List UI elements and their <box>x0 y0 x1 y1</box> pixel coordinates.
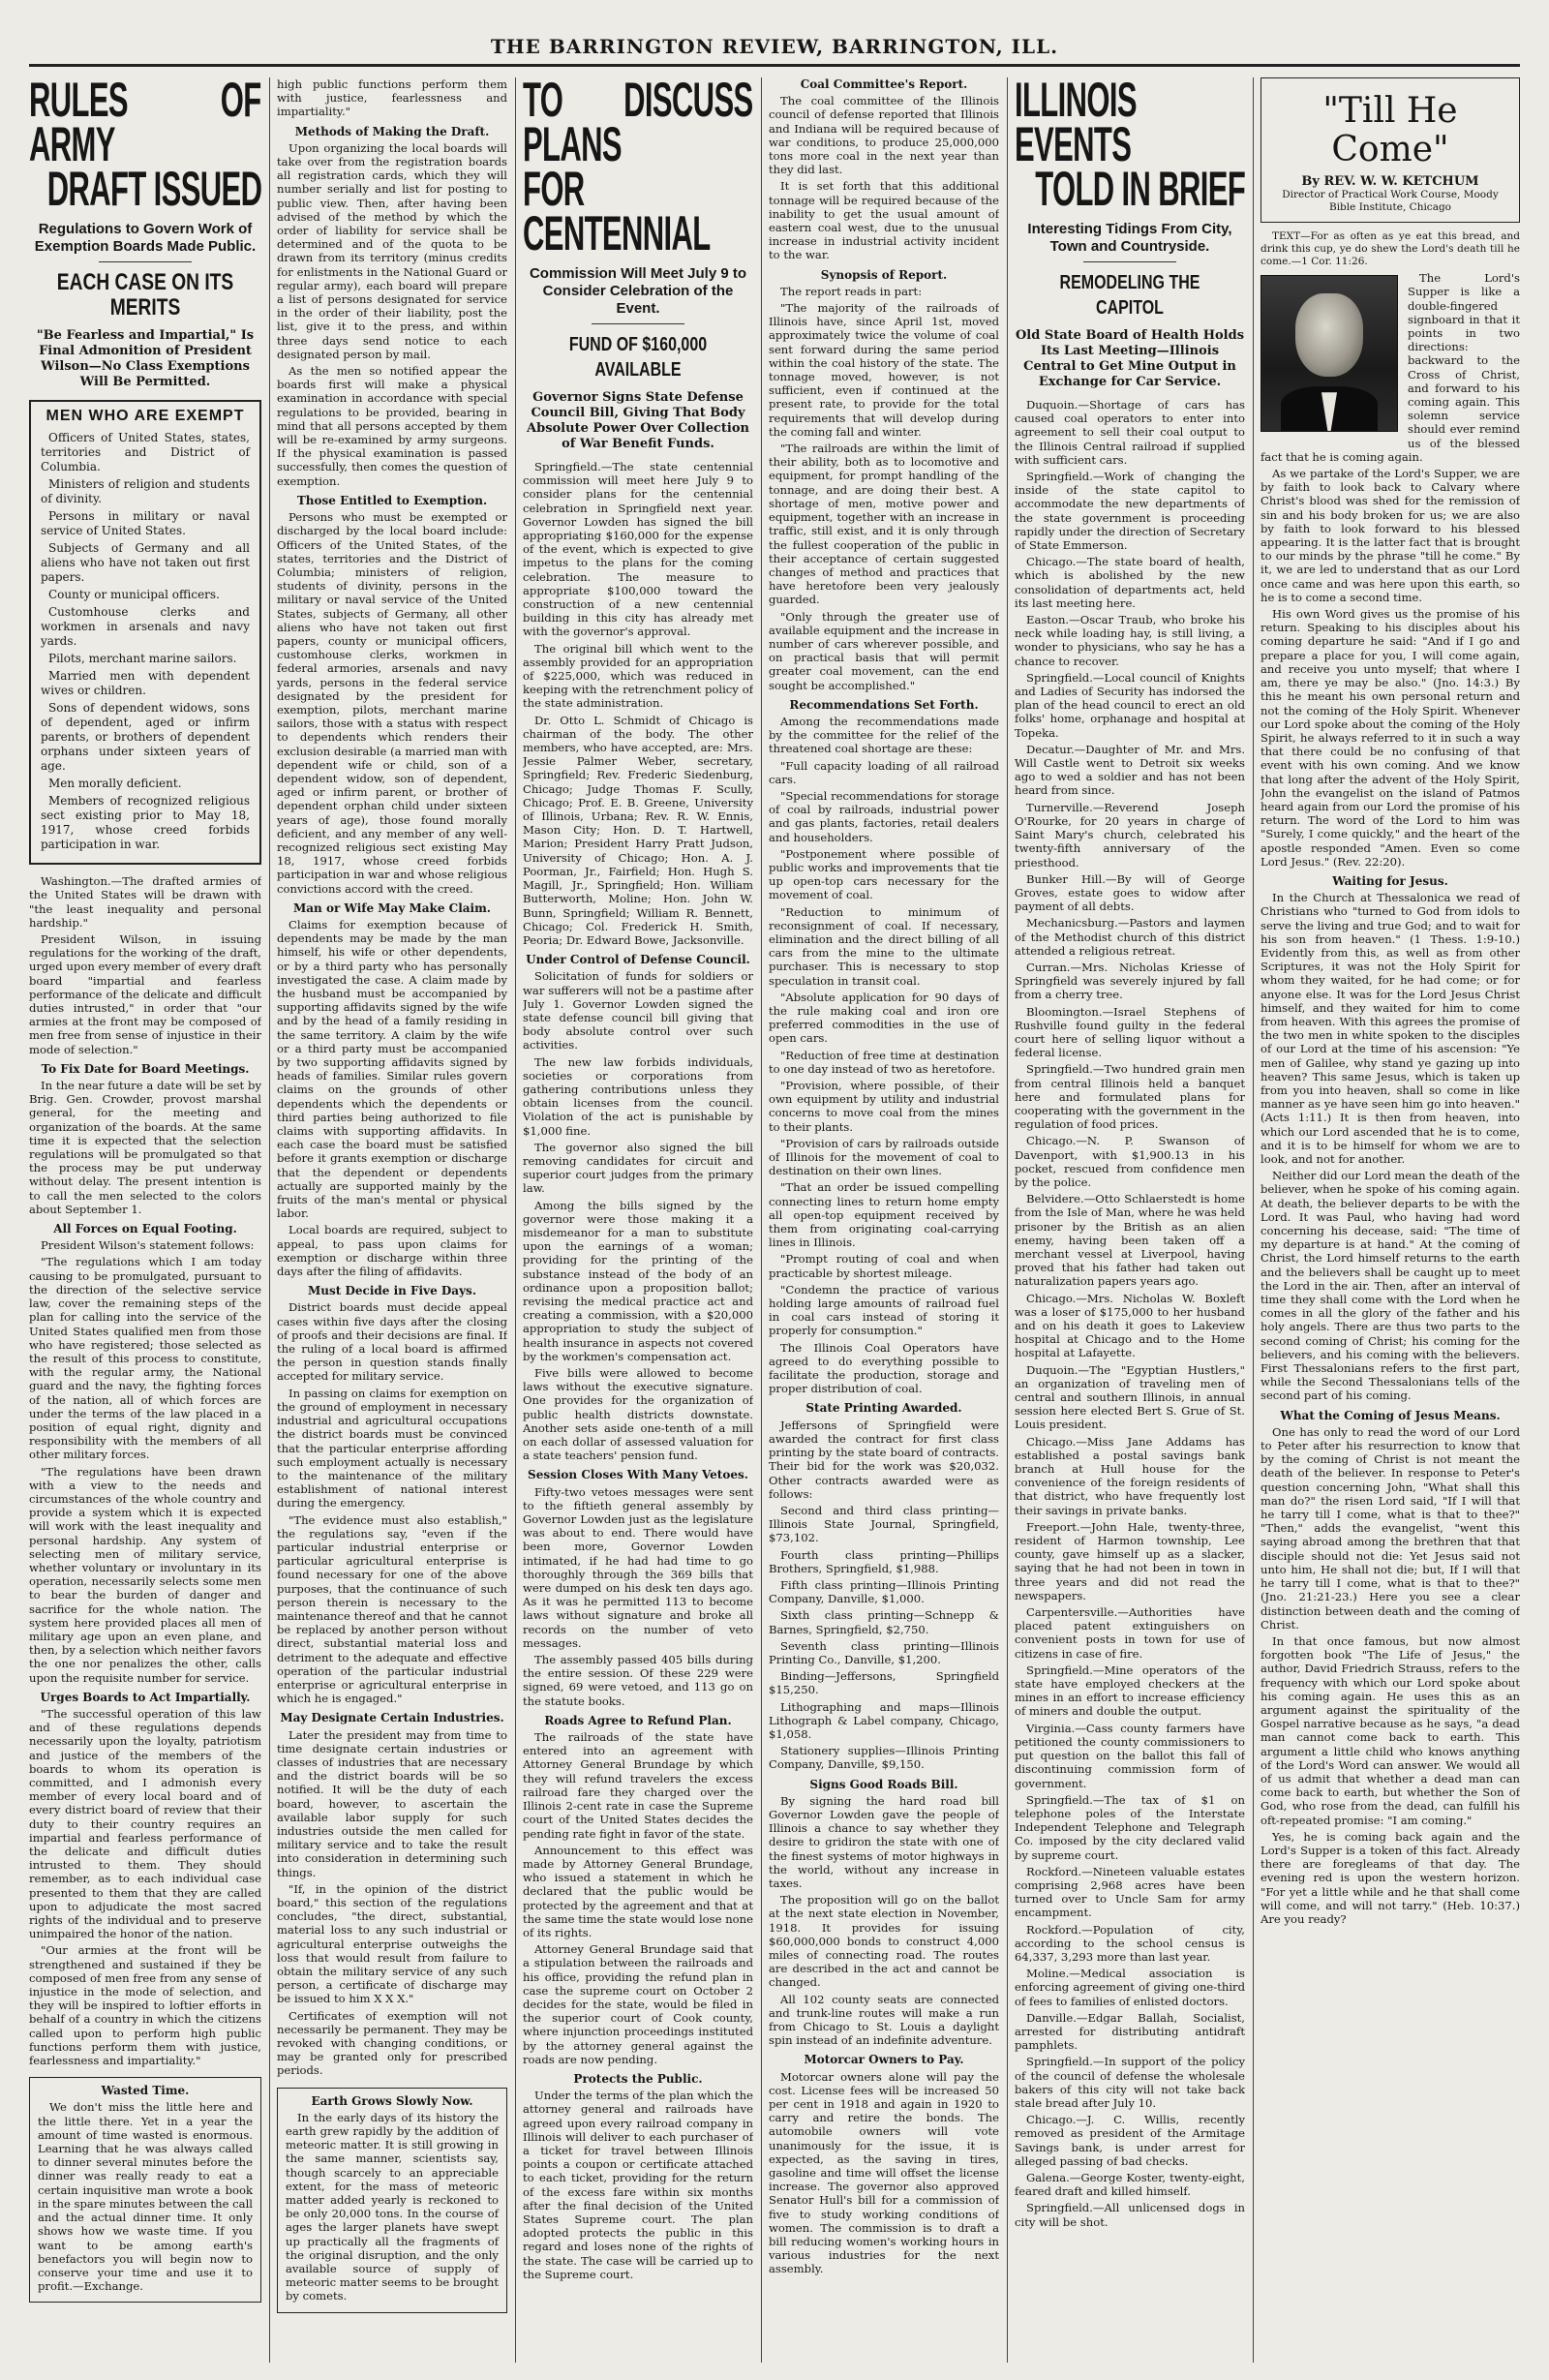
column-centennial <box>523 77 753 2363</box>
paragraph: Later the president may from time to time designate certain industries or classes of industries that are necessary and the district boards will be so notified. It will be the duty of each board, however, to ascertain the available labor supply for such industries outside the men called for military service and to take the result into consideration in determining such things. <box>277 1727 507 1879</box>
scripture-text: TEXT—For as often as ye eat this bread, and drink this cup, ye do shew the Lord's death till he come.—1 Cor. 11:26. <box>1260 230 1520 268</box>
paragraph: President Wilson, in issuing regulations for the working of the draft, urged upon every member of every draft board "impartial and fearless performance of the delicate and difficult duties intrusted," in order that "our armies at the front may be composed of men free from sense of injustice in their mode of selection." <box>29 932 261 1056</box>
paragraph: "The regulations which I am today causing to be promulgated, pursuant to the direction of the selective service law, cover the remaining steps of the plan for calling into the service of the United States qualified men from those who have registered; those selected as the result of this process to constitute, with the regular army, the National guard and the navy, the fighting forces of the nation, all of which forces are under the terms of the law placed in a position of equal right, dignity and responsibility with the members of all other military forces. <box>29 1255 261 1462</box>
paragraph: Duquoin.—The "Egyptian Hustlers," an organization of traveling men of central and southern Illinois, in annual session here elected Bert S. Grue of St. Louis president. <box>1015 1362 1245 1432</box>
paragraph: "That an order be issued compelling connecting lines to return home empty all open-top equipment received by them from originating coal-carrying lines in Illinois. <box>769 1180 999 1250</box>
subhead-army: Regulations to Govern Work of Exemption Boards Made Public. <box>34 221 257 255</box>
paragraph: "Our armies at the front will be strengthened and sustained if they be composed of men free from any sense of injustice in the mode of selection, and they will be inspired to loftier efforts in behalf of a country in which the citizens called upon to perform high public functions perform them with justice, fearlessness and impartiality." <box>29 1943 261 2068</box>
earth-grows-box <box>277 2088 507 2313</box>
paragraph: Decatur.—Daughter of Mr. and Mrs. Will Castle went to Detroit six weeks ago to wed a soldier and has not been heard from since. <box>1015 742 1245 798</box>
paragraph: As the men so notified appear the boards first will make a physical examination in accordance with special regulations to be provided, bearing in mind that all persons accepted by them will be re-examined by army surgeons. If the physical examination is passed successfully, then comes the question of exemption. <box>277 364 507 488</box>
subheading: Waiting for Jesus. <box>1332 873 1448 888</box>
subheading: May Designate Certain Industries. <box>280 1711 504 1725</box>
paragraph: Neither did our Lord mean the death of the believer, when he spoke of his coming again. At death, the believer departs to be with the Lord. It was Paul, who having had word concerning his decease, said: "The time of my departure is at hand." At the coming of Christ, the Lord himself returns to the earth and the believers shall be caught up to meet the Lord in the air. Then, after an interval of time they shall come with the Lord when he comes in all the glory of the father and his holy angels. There are thus two parts to the second coming of Christ; his coming for the believers, and his coming with the believers. First Thessalonians refers to the first part, while the Second Thessalonians tells of the second part of his coming. <box>1260 1169 1520 1403</box>
sermon-title: "Till He Come" <box>1322 91 1458 169</box>
subheading: Must Decide in Five Days. <box>307 1284 476 1298</box>
paragraph: In the Church at Thessalonica we read of Christians who "turned to God from idols to serve the living and true God; and to wait for his son from heaven." (1 Thess. 1:9-10.) Evidently from this, as well as from other Scriptures, it was not the Holy Spirit for whom they waited, for he had come; or for anyone else. It was for the Lord Jesus Christ himself, and they waited for him to come from heaven. With this agrees the promise of the two men in white spoken to the disciples of our Lord at the time of his ascension: "Ye men of Galilee, why stand ye gazing up into heaven? This same Jesus, which is taken up from you into heaven, shall so come in like manner as ye have seen him go into heaven." (Acts 1:11.) It is then from heaven, into which our Lord ascended that he is to come, and it is to be himself for whom we are to look, and not for another. <box>1260 891 1520 1166</box>
paragraph: One has only to read the word of our Lord to Peter after his resurrection to know that by the coming of Christ is not meant the death of the believer. In response to Peter's question concerning John, "What shall this man do?" the risen Lord said, "If I will that he tarry till I come, what is that to thee?" "Then," adds the evangelist, "went this saying abroad among the brethren that that disciple should not die: Yet Jesus said not unto him, He shall not die; but, If I will that he tarry till I come, what is that to thee?" (Jno. 21:21-23.) Here you see a clear distinction between death and the coming of Christ. <box>1260 1424 1520 1632</box>
headline-events-line1: ILLINOIS EVENTS <box>1015 77 1137 171</box>
paragraph: high public functions perform them with justice, fearlessness and impartiality." <box>277 77 507 119</box>
paragraph: "The successful operation of this law and of these regulations depends necessarily upon the loyalty, patriotism and justice of the members of the boards to whom its operation is committed, and I admonish every member of every local board and of every district board of review that their duty to their country requires an impartial and fearless performance of the delicate and difficult duties intrusted to them. They should remember, as to each individual case presented to them that they are called upon to adjudicate the most sacred rights of the individual and to preserve unimpaired the honor of the nation. <box>29 1706 261 1941</box>
paragraph: Seventh class printing—Illinois Printing Co., Danville, $1,200. <box>769 1638 999 1666</box>
paragraph: Duquoin.—Shortage of cars has caused coal operators to enter into agreement to sell their coal output to the Illinois Central railroad if supplied with sufficient cars. <box>1015 398 1245 467</box>
paragraph: Attorney General Brundage said that a stipulation between the railroads and his office, providing the refund plan in case the supreme court on October 2 decides for the state, would be filed in the superior court of Cook county, where injunction proceedings instituted by the attorney general against the roads are now pending. <box>523 1942 753 2066</box>
paragraph: Dr. Otto L. Schmidt of Chicago is chairman of the body. The other members, who have accepted, are: Mrs. Jessie Palmer Weber, secretary, Springfield; Rev. Frederic Siedenburg, Chicago; Judge Thomas F. Scully, Chicago; Prof. E. B. Greene, University of Illinois, Urbana; Rev. R. W. Ennis, Mason City; Hon. D. T. Hartwell, Marion; President Harry Pratt Judson, University of Chicago; Hon. A. J. Poorman, Jr., Fairfield; Hon. Hugh S. Magill, Jr., Springfield; Hon. William Butterworth, Moline; Hon. John W. Bunn, Springfield; William R. Bennett, Chicago; Col. Frederick H. Smith, Peoria; Dr. Edward Bowe, Jacksonville. <box>523 713 753 947</box>
headline-events-line2: TOLD IN BRIEF <box>1035 162 1245 216</box>
paragraph: Springfield.—The tax of $1 on telephone poles of the Interstate Independent Telephone and Telegraph Co. imposed by the city declared valid by supreme court. <box>1015 1792 1245 1862</box>
paragraph: In the near future a date will be set by Brig. Gen. Crowder, provost marshal general, for the meeting and organization of the boards. At the same time it is expected that the selection regulations will be promulgated so that the process may be put underway without delay. The present intention is to call the men selected to the colors about September 1. <box>29 1079 261 1216</box>
subheading: Synopsis of Report. <box>820 267 948 282</box>
paragraph: Local boards are required, subject to appeal, to pass upon claims for exemption or discharge within three days after the filing of affidavits. <box>277 1223 507 1279</box>
paragraph: Yes, he is coming back again and the Lord's Supper is a token of this fact. Already there are foregleams of that day. The evening red is upon the western horizon. "For yet a little while and he that shall come will come, and will not tarry." (Heb. 10:37.) Are you ready? <box>1260 1829 1520 1926</box>
paragraph: Chicago.—J. C. Willis, recently removed as president of the Armitage Savings bank, is under arrest for alleged passing of bad checks. <box>1015 2113 1245 2168</box>
headline-fund: FUND OF $160,000 AVAILABLE <box>568 334 708 381</box>
column-illinois-events <box>1015 77 1245 2363</box>
paragraph: Announcement to this effect was made by Attorney General Brundage, who issued a statement in which he declared that the public would be protected by the agreement and that at the same time the state would lose none of its rights. <box>523 1843 753 1939</box>
subheading: To Fix Date for Board Meetings. <box>41 1061 250 1076</box>
paragraph: His own Word gives us the promise of his return. Speaking to his disciples about his coming departure he said: "And if I go and prepare a place for you, I will come again, and receive you unto myself; that where I am, there ye may be also." (Jno. 14:3.) By this he meant his own personal return and not the coming of the Holy Spirit. Whenever our Lord spoke about the coming of the Holy Spirit, he always referred to it in such a way that there could be no confusing of that event with his own coming. And we know that long after the advent of the Holy Spirit, John the evangelist on the island of Patmos heard again from our Lord the promise of his return. The word of the Lord to him was "Surely, I come quickly," and the heart of the apostle responded "Amen. Even so come Lord Jesus." (Rev. 22:20). <box>1260 607 1520 869</box>
paragraph: Rockford.—Population of city, according to the school census is 64,337, 3,293 more than last year. <box>1015 1922 1245 1964</box>
paragraph: Rockford.—Nineteen valuable estates comprising 2,968 acres have been turned over to Uncle Sam for army encampment. <box>1015 1864 1245 1920</box>
subheading: Urges Boards to Act Impartially. <box>40 1690 251 1704</box>
list-item: Married men with dependent wives or children. <box>41 669 250 698</box>
paragraph: We don't miss the little here and the little there. Yet in a year the amount of time wasted is enormous. Learning that he was always called to dinner several minutes before the dinner was really ready to eat a certain inquisitive man wrote a book in the spare minutes between the call and the actual dinner time. It only shows how we waste time. If you want to be among earth's benefactors you will begin now to conserve your time and use it to profit.—Exchange. <box>38 2100 253 2294</box>
deck-events: Old State Board of Health Holds Its Last Meeting—Illinois Central to Get Mine Output in Exchange for Car Service. <box>1015 328 1245 389</box>
deck-centennial: Governor Signs State Defense Council Bill, Giving That Body Absolute Power Over Collection of War Benefit Funds. <box>527 390 749 451</box>
subheading: Methods of Making the Draft. <box>294 124 490 138</box>
paragraph: The railroads of the state have entered into an agreement with Attorney General Brundage by which they will refund travelers the excess railroad fare they charged over the Illinois 2-cent rate in case the Supreme court of the United States decides the pending rate fight in favor of the state. <box>523 1730 753 1841</box>
paragraph: Chicago.—N. P. Swanson of Davenport, with $1,900.13 in his pocket, rescued from confidence men by the police. <box>1015 1134 1245 1189</box>
paragraph: "Provision of cars by railroads outside of Illinois for the movement of coal to destination on their own lines. <box>769 1136 999 1178</box>
subheading: Session Closes With Many Vetoes. <box>528 1468 748 1482</box>
paragraph: As we partake of the Lord's Supper, we are by faith to look back to Calvary where Christ's blood was shed for the remission of sin and his body broken for us; we are also by faith to look forward to his blessed appearing. It is the latter fact that is brought to our minds by the phrase "till he come." By it, we are led to understand that as our Lord once came and was here upon this earth, so he is to come a second time. <box>1260 467 1520 604</box>
subheading: Motorcar Owners to Pay. <box>804 2053 964 2067</box>
column-divider <box>1007 77 1008 2363</box>
list-item: Persons in military or naval service of United States. <box>41 509 250 538</box>
paragraph: Chicago.—Miss Jane Addams has established a postal savings bank branch at Hull house for the convenience of the foreign residents of that district, who have frequently lost their savings in private banks. <box>1015 1434 1245 1517</box>
paragraph: Mechanicsburg.—Pastors and laymen of the Methodist church of this district attended a religious retreat. <box>1015 916 1245 958</box>
paragraph: Freeport.—John Hale, twenty-three, resident of Harmon township, Lee county, gave himself up as a slacker, saying that he had not been in town in three years and did not read the newspapers. <box>1015 1519 1245 1602</box>
sermon-title-box <box>1260 77 1520 223</box>
paragraph: Chicago.—The state board of health, which is abolished by the new consolidation of departments act, held its last meeting here. <box>1015 555 1245 610</box>
subheading: Coal Committee's Report. <box>800 77 968 91</box>
paragraph: Binding—Jeffersons, Springfield $15,250. <box>769 1669 999 1697</box>
paragraph: The original bill which went to the assembly provided for an appropriation of $225,000, which was reduced in keeping with the retrenchment policy of the state administration. <box>523 641 753 711</box>
paragraph: Easton.—Oscar Traub, who broke his neck while loading hay, is still living, a wonder to physicians, who say he has a chance to recover. <box>1015 613 1245 668</box>
exempt-box <box>29 400 261 865</box>
sermon-byline-sub: Director of Practical Work Course, Moody Bible Institute, Chicago <box>1282 189 1499 214</box>
exempt-list <box>41 431 250 852</box>
subheading: All Forces on Equal Footing. <box>53 1222 237 1236</box>
divider <box>1083 261 1175 262</box>
paragraph: Chicago.—Mrs. Nicholas W. Boxleft was a loser of $175,000 to her husband and on his death it goes to Lakeview hospital at Chicago and to the Home hospital at Lafayette. <box>1015 1291 1245 1360</box>
paragraph: Springfield.—Work of changing the inside of the state capitol to accommodate the new departments of the state government is proceeding rapidly under the direction of Secretary of State Emmerson. <box>1015 470 1245 553</box>
paragraph: Among the recommendations made by the committee for the relief of the threatened coal shortage are these: <box>769 714 999 756</box>
column-divider <box>269 77 270 2363</box>
masthead: THE BARRINGTON REVIEW, BARRINGTON, ILL. <box>490 35 1059 58</box>
paragraph: Carpentersville.—Authorities have placed patent extinguishers on convenient posts in town for use of citizens in case of fire. <box>1015 1605 1245 1661</box>
paragraph: The assembly passed 405 bills during the entire session. Of these 229 were signed, 69 were vetoed, and 113 go on the statute books. <box>523 1653 753 1708</box>
paragraph: It is set forth that this additional tonnage will be required because of the inability to get the usual amount of eastern coal west, due to the unusual increase in industrial activity incident to the war. <box>769 179 999 262</box>
paragraph: Five bills were allowed to become laws without the executive signature. One provides for the organization of public health districts downstate. Another sets aside one-tenth of a mill on each dollar of assessed valuation for a state teachers' pension fund. <box>523 1366 753 1463</box>
list-item: Subjects of Germany and all aliens who have not taken out first papers. <box>41 541 250 585</box>
list-item: County or municipal officers. <box>48 588 220 602</box>
paragraph: Springfield.—All unlicensed dogs in city will be shot. <box>1015 2201 1245 2229</box>
paragraph: In the early days of its history the earth grew rapidly by the addition of meteoric matter. It is still growing in the same manner, scientists say, though scarcely to an appreciable extent, for the mass of meteoric matter added yearly is reckoned to be only 20,000 tons. In the course of ages the larger planets have swept up practically all the fragments of the original disruption, and the only available source of supply of meteoric matter seems to be brought by comets. <box>286 2110 499 2304</box>
paragraph: "The evidence must also establish," the regulations say, "even if the particular industrial enterprise or particular agricultural enterprise is found necessary for one of the above purposes, that the continuance of such person therein is necessary to the maintenance thereof and that he cannot be replaced by another person without direct, substantial material loss and detriment to the adequate and effective operation of the particular industrial enterprise or agricultural enterprise in which he is engaged." <box>277 1512 507 1706</box>
column-draft-continued <box>277 77 507 2363</box>
paragraph: Second and third class printing—Illinois State Journal, Springfield, $73,102. <box>769 1503 999 1545</box>
box-title: Wasted Time. <box>101 2084 190 2098</box>
paragraph: The new law forbids individuals, societies or corporations from gathering contributions unless they obtain licenses from the council. Violation of the act is punishable by $1,000 fine. <box>523 1054 753 1138</box>
paragraph: Persons who must be exempted or discharged by the local board include: Officers of the United States, of the states, territories and the District of Columbia; ministers of religion, students of divinity, persons in the military or naval service of the United States, subjects of Germany, all other aliens who have not taken out first papers, county or municipal officers, customhouse clerks, workmen in federal armories, arsenals and navy yards, persons in the federal service designated by the president for exemption, pilots, merchant marine sailors, those with a status with respect to dependents which renders their exclusion desirable (a married man with dependent wife or child, son of a dependent widow, son of dependent, aged or infirm parent, or brother of dependent orphan child under sixteen years of age), those found morally deficient, and any member of any well-recognized religious sect existing May 18, 1917, whose creed forbids participation in war and whose religious convictions accord with the creed. <box>277 510 507 896</box>
paragraph: Solicitation of funds for soldiers or war sufferers will not be a pastime after July 1. Governor Lowden signed the state defense council bill giving that body absolute control over such activities. <box>523 969 753 1053</box>
paragraph: The coal committee of the Illinois council of defense reported that Illinois and Indiana will be required because of war conditions, to produce 25,000,000 tons more coal in the next year than they did last. <box>769 94 999 177</box>
subheading: Those Entitled to Exemption. <box>296 493 488 507</box>
paragraph: President Wilson's statement follows: <box>41 1238 255 1253</box>
paragraph: Jeffersons of Springfield were awarded the contract for first class printing by the state board of contracts. Their bid for the work was $20,032. Other contracts awarded were as follows: <box>769 1418 999 1501</box>
column-divider <box>1253 77 1254 2363</box>
paragraph: Springfield.—Local council of Knights and Ladies of Security has indorsed the plan of the head council to erect an old folks' home, orphanage and hospital at Topeka. <box>1015 670 1245 740</box>
paragraph: Fourth class printing—Phillips Brothers, Springfield, $1,988. <box>769 1547 999 1575</box>
column-divider <box>515 77 516 2363</box>
paragraph: Galena.—George Koster, twenty-eight, feared draft and killed himself. <box>1015 2170 1245 2199</box>
headline-army-line2: DRAFT ISSUED <box>46 162 261 216</box>
subheading: Recommendations Set Forth. <box>789 697 979 712</box>
paragraph: "If, in the opinion of the district board," this section of the regulations concludes, "the direct, substantial, material loss to any such industrial or agricultural enterprise outweighs the loss that would result from failure to obtain the military service of any such person, a certificate of discharge may be issued to him X X X." <box>277 1881 507 2006</box>
divider <box>592 323 683 324</box>
list-item: Ministers of religion and students of divinity. <box>41 477 250 506</box>
paragraph: Sixth class printing—Schnepp & Barnes, Springfield, $2,750. <box>769 1608 999 1636</box>
paragraph: Claims for exemption because of dependents may be made by the man himself, his wife or other dependents, or by a third party who has personally investigated the case. A claim made by the husband must be accompanied by supporting affidavits signed by the wife and by the head of a family residing in the same territory. A claim by the wife or a third party must be accompanied by two supporting affidavits signed by heads of families. Similar rules govern claims on the grounds of other dependents which the dependents or third parties being authorized to file claims with supporting affidavits. In each case the board must be satisfied before it grants exemption or discharge that the dependent or dependents actually are supported mainly by the fruits of the man's mental or physical labor. <box>277 917 507 1221</box>
paragraph: Stationery supplies—Illinois Printing Company, Danville, $9,150. <box>769 1744 999 1772</box>
wasted-time-box <box>29 2077 261 2303</box>
list-item: Members of recognized religious sect existing prior to May 18, 1917, whose creed forbids participation in war. <box>41 794 250 852</box>
paragraph: Moline.—Medical association is enforcing agreement of giving one-third of fees to families of enlisted doctors. <box>1015 1967 1245 2008</box>
paragraph: "Prompt routing of coal and when practicable by shortest mileage. <box>769 1252 999 1280</box>
paragraph: The Illinois Coal Operators have agreed to do everything possible to facilitate the production, storage and proper distribution of coal. <box>769 1340 999 1396</box>
headline-army-line1: RULES OF ARMY <box>29 77 261 171</box>
paragraph: All 102 county seats are connected and trunk-line routes will make a run from Chicago to St. Louis a daylight spin instead of an indefinite adventure. <box>769 1992 999 2048</box>
paragraph: "The railroads are within the limit of their ability, both as to locomotive and equipment, for prompt handling of the tonnage, and are doing their best. A shortage of men, motive power and equipment, together with an increase in traffic, still exist, and it is only through the fullest cooperation of the public in their acceptance of certain suggested changes of method and practices that have heretofore been very jealously guarded. <box>769 442 999 607</box>
paragraph: Upon organizing the local boards will take over from the registration boards all registration cards, which they will number serially and list for posting to public view. Then, after having been advised of the method by which the order of liability for service shall be determined and of the quota to be drawn from its territory (minus credits for enlistments in the National Guard or regular army), each board will prepare a list of persons designated for service in the order of their liability, post the list, give it to the press, and within three days send notice to each designated person by mail. <box>277 140 507 361</box>
paragraph: "The regulations have been drawn with a view to the needs and circumstances of the whole country and provide a system which it is expected will work with the least inequality and personal hardship. Any system of selecting men of military service, whether voluntary or involuntary in its operation, necessarily selects some men to bear the burden of danger and sacrifice for the whole nation. The system here provided places all men of military age upon an even plane, and then, by a selection which neither favors the one nor penalizes the other, calls upon the requisite number for service. <box>29 1464 261 1685</box>
paragraph: "Absolute application for 90 days of the rule making coal and iron ore preferred commodities in the use of open cars. <box>769 990 999 1046</box>
paragraph: "Reduction to minimum of reconsignment of coal. If necessary, elimination and the direct billing of all cars from the mine to the ultimate purchaser. This is necessary to stop speculation in transit coal. <box>769 904 999 988</box>
headline-merits: EACH CASE ON ITS MERITS <box>56 269 234 320</box>
column-divider <box>761 77 762 2363</box>
paragraph: Fifty-two vetoes messages were sent to the fiftieth general assembly by Governor Lowden just as the legislature was about to end. There would have been more, Governor Lowden intimated, if he had had time to go thoroughly through the 369 bills that were dumped on his desk ten days ago. As it was he permitted 113 to become laws without signature and broke all records on the number of veto messages. <box>523 1484 753 1650</box>
headline-capitol: REMODELING THE CAPITOL <box>1059 272 1200 319</box>
paragraph: District boards must decide appeal cases within five days after the closing of proofs and their decisions are final. If the ruling of a local board is affirmed the person in question stands finally accepted for military service. <box>277 1300 507 1384</box>
paragraph: Danville.—Edgar Ballah, Socialist, arrested for distributing antidraft pamphlets. <box>1015 2010 1245 2053</box>
paragraph: Washington.—The drafted armies of the United States will be drawn with "the least inequality and personal hardship." <box>29 874 261 930</box>
masthead-rule <box>29 64 1520 67</box>
paragraph: Springfield.—Mine operators of the state have employed checkers at the mines in an effort to increase efficiency of miners and double the output. <box>1015 1663 1245 1719</box>
paragraph: Certificates of exemption will not necessarily be permanent. They may be revoked with changing conditions, or may be granted only for prescribed periods. <box>277 2008 507 2078</box>
paragraph: In that once famous, but now almost forgotten book "The Life of Jesus," the author, David Friedrich Strauss, refers to the frequency with which our Lord spoke about his coming again. He uses this as an argument against the spirituality of the Gospel narrative because as he says, "a dead man cannot come back to earth. This argument a little child who knows anything of the Lord's Word can answer. We would all of us admit that whether a dead man can come back to earth, but whether the Son of God, who rose from the dead, can fulfill his oft-repeated promise: "I am coming." <box>1260 1633 1520 1827</box>
list-item: Pilots, merchant marine sailors. <box>48 652 237 666</box>
sermon-byline: By REV. W. W. KETCHUM <box>1301 174 1479 189</box>
subheading: What the Coming of Jesus Means. <box>1280 1408 1501 1422</box>
paragraph: By signing the hard road bill Governor Lowden gave the people of Illinois a chance to say whether they desire to gridiron the state with one of the finest systems of motor highways in the world, without any increase in taxes. <box>769 1793 999 1890</box>
headline-centennial-line2: FOR CENTENNIAL <box>523 162 711 260</box>
paragraph: "The majority of the railroads of Illinois have, since April 1st, moved approximately twice the volume of coal sent forward during the same period within the coal history of the state. The tonnage moved, however, is not sufficient, even if continued at the present rate, to provide for the total requirements that will develop during the coming fall and winter. <box>769 301 999 439</box>
subheading: State Printing Awarded. <box>805 1401 962 1416</box>
paragraph: Springfield.—Two hundred grain men from central Illinois held a banquet here and formulated plans for cooperating with the government in the regulation of food prices. <box>1015 1062 1245 1132</box>
paragraph: Turnerville.—Reverend Joseph O'Rourke, for 20 years in charge of Saint Mary's church, celebrated his twenty-fifth anniversary of the priesthood. <box>1015 800 1245 870</box>
subheading: Roads Agree to Refund Plan. <box>544 1713 732 1727</box>
paragraph: "Only through the greater use of available equipment and the increase in number of cars wherever possible, and on practical basis that will permit greater coal movement, can the end sought be accomplished." <box>769 609 999 692</box>
divider <box>99 261 192 262</box>
paragraph: "Postponement where possible of public works and improvements that tie up open-top cars necessary for the movement of coal. <box>769 846 999 902</box>
paragraph: Springfield.—The state centennial commission will meet here July 9 to consider plans for the centennial celebration in Springfield next year. Governor Lowden has signed the bill appropriating $160,000 for the expense of the event, which is expected to give impetus to the plans for the coming celebration. The measure to appropriate $100,000 toward the construction of a new centennial building in this city has already met with the governor's approval. <box>523 460 753 639</box>
column-till-he-come <box>1260 77 1520 2363</box>
paragraph: Bunker Hill.—By will of George Groves, estate goes to widow after payment of all debts. <box>1015 871 1245 914</box>
paragraph: "Reduction of free time at destination to one day instead of two as heretofore. <box>769 1048 999 1076</box>
paragraph: Virginia.—Cass county farmers have petitioned the county commissioners to put question on the ballot this fall of discontinuing commission form of government. <box>1015 1721 1245 1790</box>
list-item: Sons of dependent widows, sons of dependent, aged or infirm parents, or brothers of dependent orphans under sixteen years of age. <box>41 701 250 774</box>
paragraph: "Special recommendations for storage of coal by railroads, industrial power and gas plants, factories, retail dealers and householders. <box>769 788 999 844</box>
paragraph: The report reads in part: <box>780 284 923 298</box>
box-title: Earth Grows Slowly Now. <box>311 2093 473 2108</box>
paragraph: "Condemn the practice of various holding large amounts of railroad fuel in coal cars instead of storing it properly for consumption." <box>769 1282 999 1338</box>
column-coal-report <box>769 77 999 2363</box>
list-item: Men morally deficient. <box>48 777 182 791</box>
deck-army: "Be Fearless and Impartial," Is Final Admonition of President Wilson—No Class Exemptions Will Be Permitted. <box>36 328 255 389</box>
paragraph: Lithographing and maps—Illinois Lithograph & Label company, Chicago, $1,058. <box>769 1699 999 1741</box>
paragraph: Among the bills signed by the governor were those making it a misdemeanor for a man to substitute upon the earnings of a woman; providing for the printing of the substance instead of the body of an ordinance upon a proposition ballot; revising the medical practice act and creating a commission, with a $20,000 appropriation to study the subject of health insurance in aspects not covered by the workmen's compensation act. <box>523 1198 753 1363</box>
paragraph: Motorcar owners alone will pay the cost. License fees will be increased 50 per cent in 1918 and again in 1920 to carry and retire the bonds. The automobile owners will vote unanimously for the issue, it is expected, as the saving in tires, gasoline and time will offset the license increase. The governor also approved Senator Hull's bill for a commission of five to study working conditions of women. The commission is to draft a bill reducing women's working hours in various industries for the next assembly. <box>769 2069 999 2276</box>
subheading: Protects the Public. <box>573 2071 703 2086</box>
subhead-centennial: Commission Will Meet July 9 to Consider Celebration of the Event. <box>529 265 747 317</box>
paragraph: "Full capacity loading of all railroad cars. <box>769 758 999 786</box>
paragraph: Curran.—Mrs. Nicholas Kriesse of Springfield was severely injured by fall from a cherry tree. <box>1015 960 1245 1002</box>
subheading: Under Control of Defense Council. <box>526 953 750 967</box>
headline-centennial-line1: TO DISCUSS PLANS <box>523 77 753 171</box>
paragraph: Springfield.—In support of the policy of the council of defense the wholesale bakers of this city will not take back stale bread after July 10. <box>1015 2055 1245 2110</box>
paragraph: The Lord's Supper is like a double-fingered signboard in that it points in two directions: backward to the Cross of Christ, and forward to his coming again. This solemn service should ever remind us of the blessed fact that he is coming again. <box>1260 271 1520 464</box>
exempt-box-title: MEN WHO ARE EXEMPT <box>46 408 245 424</box>
paragraph: The proposition will go on the ballot at the next state election in November, 1918. It provides for issuing $60,000,000 bonds to construct 4,000 miles of connecting road. The routes are described in the act and cannot be changed. <box>769 1893 999 1990</box>
subhead-events: Interesting Tidings From City, Town and Countryside. <box>1027 221 1232 255</box>
paragraph: Under the terms of the plan which the attorney general and railroads have agreed upon every railroad company in Illinois will deliver to each purchaser of a ticket for travel between Illinois points a coupon or certificate attached to each ticket, providing for the return of the excess fare within six months after the final decision of the United States Supreme court. The plan adopted protects the public in this regard and loses none of the rights of the state. The case will be carried up to the Supreme court. <box>523 2089 753 2281</box>
paragraph: Belvidere.—Otto Schlaerstedt is home from the Isle of Man, where he was held prisoner by the British as an alien enemy, having been taken off a merchant vessel at Liverpool, having proved that his father had taken out naturalization papers years ago. <box>1015 1192 1245 1289</box>
subheading: Signs Good Roads Bill. <box>809 1777 958 1791</box>
paragraph: Fifth class printing—Illinois Printing Company, Danville, $1,000. <box>769 1577 999 1606</box>
paragraph: "Provision, where possible, of their own equipment by utility and industrial concerns to move coal from the mines to their plants. <box>769 1079 999 1134</box>
paragraph: The governor also signed the bill removing candidates for circuit and superior court judges from the primary law. <box>523 1140 753 1196</box>
author-portrait <box>1260 275 1398 432</box>
paragraph: Bloomington.—Israel Stephens of Rushville found guilty in the federal court here of selling liquor without a federal license. <box>1015 1004 1245 1060</box>
list-item: Customhouse clerks and workmen in arsenals and navy yards. <box>41 605 250 649</box>
portrait-face <box>1295 293 1363 377</box>
column-army-draft <box>29 77 261 2363</box>
subheading: Man or Wife May Make Claim. <box>293 900 491 915</box>
list-item: Officers of United States, states, territories and District of Columbia. <box>41 431 250 474</box>
paragraph: In passing on claims for exemption on the ground of employment in necessary industrial and agricultural occupations the district boards must be convinced that the particular enterprise affording such employment actually is necessary to the maintenance of the military establishment of national interest during the emergency. <box>277 1386 507 1510</box>
